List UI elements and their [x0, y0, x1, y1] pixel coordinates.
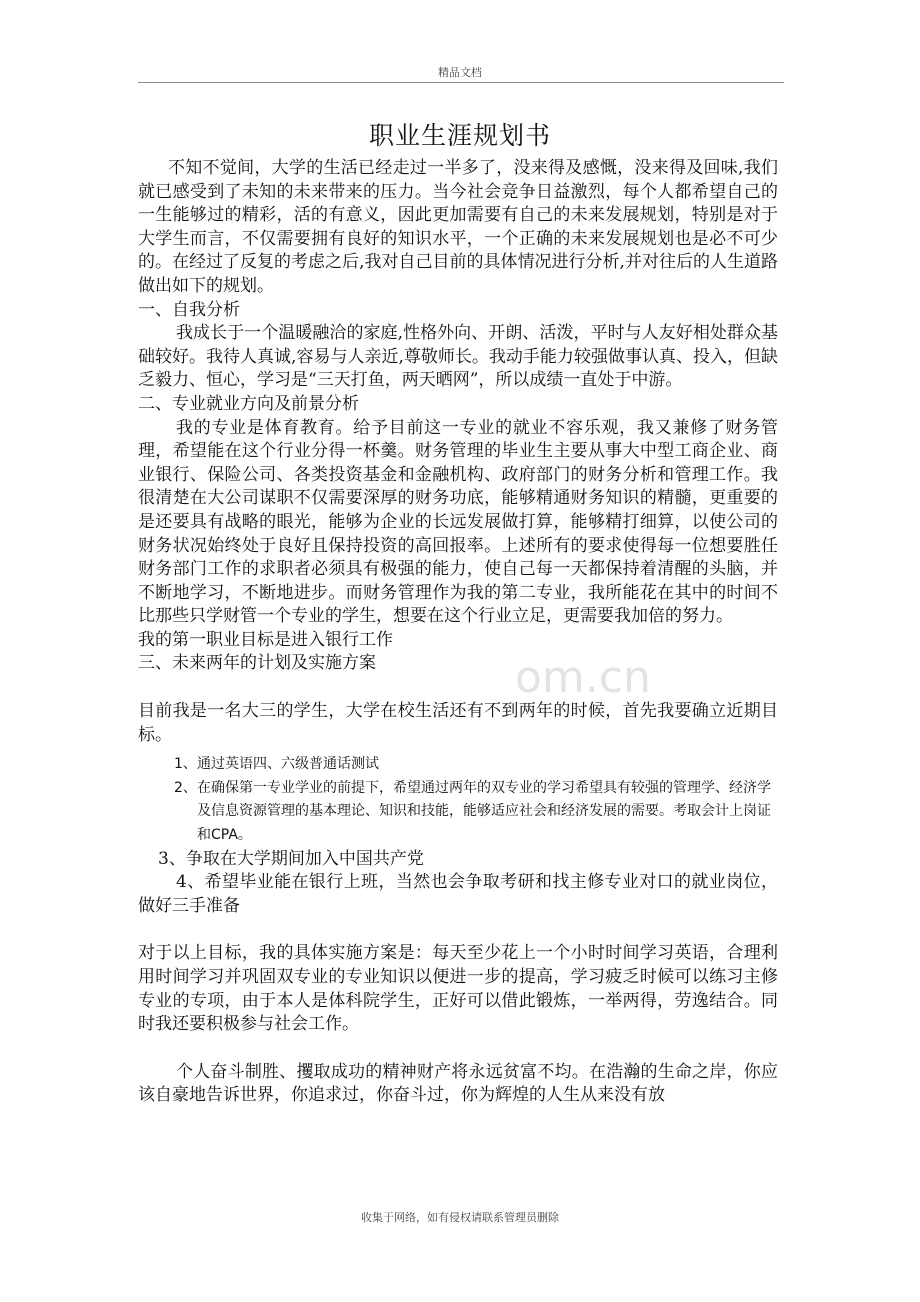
goal-list	[138, 753, 778, 847]
self-analysis-paragraph: 我成长于一个温暖融洽的家庭,性格外向、开朗、活泼，平时与人友好相处群众基础较好。我待人真诚,容易与人亲近,尊敬师长。我动手能力较强做事认真、投入，但缺乏毅力、恒心，学习是“三天打鱼，两天晒网”，所以成绩一直处于中游。	[138, 323, 778, 391]
page-footer: 收集于网络，如有侵权请联系管理员删除	[361, 1211, 559, 1224]
goal-item-4: 4、希望毕业能在银行上班，当然也会争取考研和找主修专业对口的就业岗位，做好三手准备	[138, 872, 778, 916]
career-goal-line: 我的第一职业目标是进入银行工作	[138, 629, 393, 650]
watermark: om.cn	[515, 652, 651, 703]
list-item-number: 2、	[174, 779, 197, 796]
intro-paragraph: 不知不觉间，大学的生活已经走过一半多了，没来得及感慨，没来得及回味,我们就已感受到了未知的未来带来的压力。当今社会竞争日益激烈，每个人都希望自己的一生能够过的精彩，活的有意义，因此更加需要有自己的未来发展规划，特别是对于大学生而言，不仅需要拥有良好的知识水平，一个正确的未来发展规划也是必不可少的。在经过了反复的考虑之后,我对自己目前的具体情况进行分析,并对往后的人生道路做出如下的规划。	[138, 158, 778, 296]
blank-line	[138, 918, 778, 942]
page-header: 精品文档	[438, 66, 482, 79]
header-divider	[138, 82, 784, 83]
section-heading-self-analysis: 一、自我分析	[138, 299, 240, 320]
closing-paragraph: 个人奋斗制胜、攫取成功的精神财产将永远贫富不均。在浩瀚的生命之岸，你应该自豪地告诉世界，你追求过，你奋斗过，你为辉煌的人生从来没有放	[138, 1061, 778, 1106]
list-item-text: 通过英语四、六级普通话测试	[197, 756, 379, 773]
two-year-plan-intro: 目前我是一名大三的学生，大学在校生活还有不到两年的时候，首先我要确立近期目标。	[138, 701, 778, 745]
list-item	[138, 753, 778, 777]
career-outlook-paragraph: 我的专业是体育教育。给予目前这一专业的就业不容乐观，我又兼修了财务管理，希望能在这个行业分得一杯羹。财务管理的毕业生主要从事大中型工商企业、商业银行、保险公司、各类投资基金和金融机构、政府部门的财务分析和管理工作。我很清楚在大公司谋职不仅需要深厚的财务功底，能够精通财务知识的精髓，更重要的是还要具有战略的眼光，能够为企业的长远发展做打算，能够精打细算，以使公司的财务状况始终处于良好且保持投资的高回报率。上述所有的要求使得每一位想要胜任财务部门工作的求职者必须具有极强的能力，使自己每一天都保持着清醒的头脑，并不断地学习，不断地进步。而财务管理作为我的第二专业，我所能花在其中的时间不比那些只学财管一个专业的学生，想要在这个行业立足，更需要我加倍的努力。	[138, 417, 778, 627]
document-title: 职业生涯规划书	[368, 121, 551, 150]
section-heading-career-outlook: 二、专业就业方向及前景分析	[138, 393, 359, 414]
blank-line	[138, 676, 778, 700]
blank-line	[138, 1037, 778, 1061]
list-item-text: 在确保第一专业学业的前提下，希望通过两年的双专业的学习希望具有较强的管理学、经济学及信息资源管理的基本理论、知识和技能，能够适应社会和经济发展的需要。考取会计上岗证和CPA。	[197, 779, 771, 844]
goal-item-3: 3、争取在大学期间加入中国共产党	[158, 848, 424, 869]
document-body	[138, 157, 778, 1108]
list-item-number: 1、	[174, 756, 197, 773]
section-heading-two-year-plan: 三、未来两年的计划及实施方案	[138, 653, 376, 674]
list-item	[138, 777, 778, 848]
implementation-plan-paragraph: 对于以上目标，我的具体实施方案是：每天至少花上一个小时时间学习英语，合理利用时间学习并巩固双专业的专业知识以便进一步的提高，学习疲乏时候可以练习主修专业的专项，由于本人是体科院学生，正好可以借此锻炼，一举两得，劳逸结合。同时我还要积极参与社会工作。	[138, 943, 778, 1035]
